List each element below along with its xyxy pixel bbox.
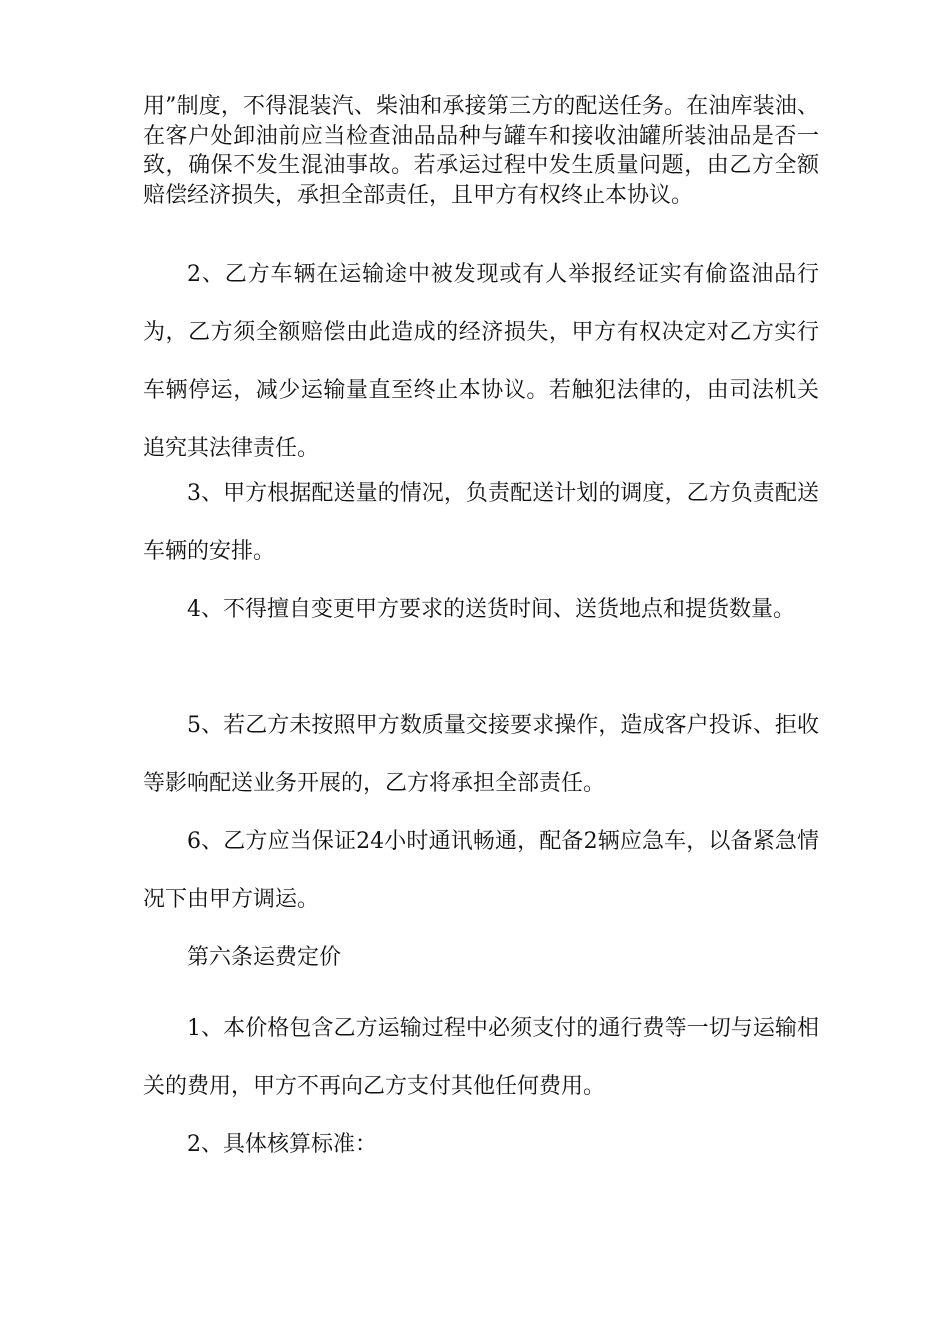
paragraph-quality-liability: 用”制度，不得混装汽、柴油和承接第三方的配送任务。在油库装油、在客户处卸油前应当检查油品品种与罐车和接收油罐所装油品是否一致，确保不发生混油事故。若承运过程中发生质量问题，由乙方全额赔偿经济损失，承担全部责任，且甲方有权终止本协议。 [143,94,819,208]
paragraph-emergency-clause: 6、乙方应当保证24小时通讯畅通，配备2辆应急车，以备紧急情况下由甲方调运。 [143,829,819,912]
section-heading-article-six: 第六条运费定价 [187,945,342,970]
paragraph-dispatch-clause: 3、甲方根据配送量的情况，负责配送计划的调度，乙方负责配送车辆的安排。 [143,481,819,564]
paragraph-handover-clause: 5、若乙方未按照甲方数质量交接要求操作，造成客户投诉、拒收等影响配送业务开展的，乙方将承担全部责任。 [143,713,819,796]
paragraph-delivery-change-clause: 4、不得擅自变更甲方要求的送货时间、送货地点和提货数量。 [187,597,795,622]
paragraph-calculation-standard: 2、具体核算标准： [187,1132,377,1157]
paragraph-theft-clause: 2、乙方车辆在运输途中被发现或有人举报经证实有偷盗油品行为，乙方须全额赔偿由此造成的经济损失，甲方有权决定对乙方实行车辆停运，减少运输量直至终止本协议。若触犯法律的，由司法机关追究其法律责任。 [143,262,819,461]
paragraph-price-inclusion: 1、本价格包含乙方运输过程中必须支付的通行费等一切与运输相关的费用，甲方不再向乙方支付其他任何费用。 [143,1016,819,1099]
